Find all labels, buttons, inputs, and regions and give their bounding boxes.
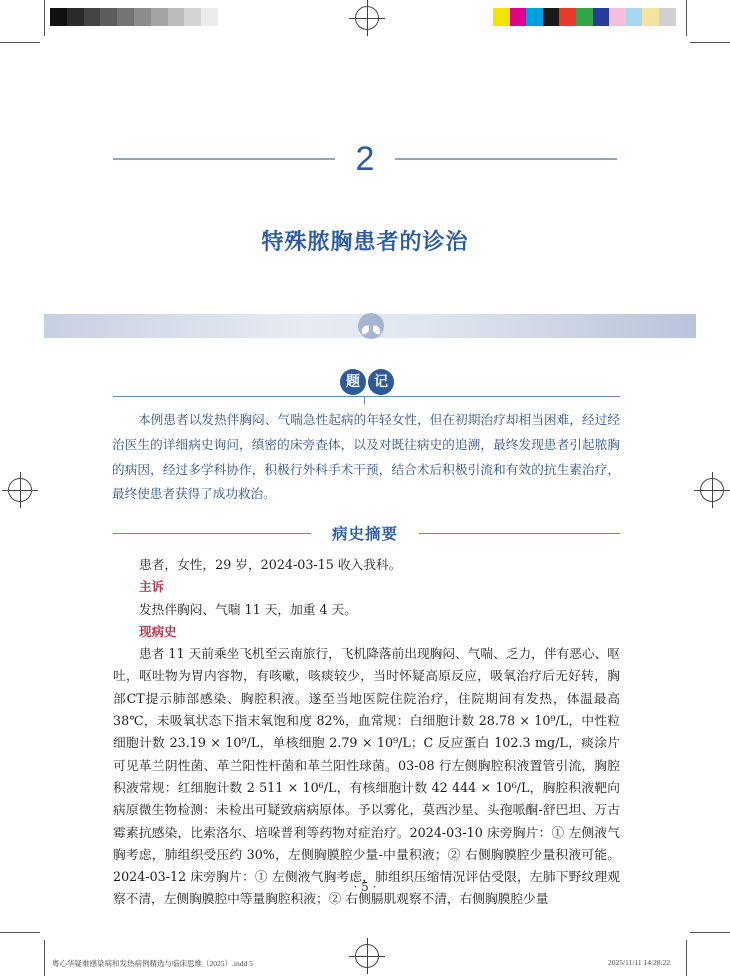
gray-swatch: [67, 8, 84, 26]
gray-swatch: [151, 8, 168, 26]
tiji-badge-char2: 记: [368, 369, 394, 395]
crop-mark: [686, 940, 687, 976]
color-swatch: [526, 8, 543, 26]
color-calibration-strip: [493, 8, 676, 26]
gray-swatch: [117, 8, 134, 26]
gray-swatch: [184, 8, 201, 26]
chapter-title: 特殊脓胸患者的诊治: [261, 230, 469, 255]
crop-mark: [690, 42, 730, 43]
gray-swatch: [201, 8, 218, 26]
chief-complaint-heading: 主诉: [139, 579, 165, 595]
case-body: [113, 554, 620, 911]
color-swatch: [559, 8, 576, 26]
chief-complaint-text: 发热伴胸闷、气喘 11 天，加重 4 天。: [139, 601, 357, 617]
intro-paragraph: 患者，女性，29 岁，2024-03-15 收入我科。: [139, 557, 402, 572]
section-rule-right: [419, 533, 620, 534]
lungs-icon: [352, 312, 390, 340]
registration-mark-bottom: [355, 944, 379, 968]
tiji-divider-tick: [364, 396, 365, 404]
color-swatch: [493, 8, 510, 26]
gray-swatch: [100, 8, 117, 26]
gray-swatch: [50, 8, 67, 26]
gray-swatch: [84, 8, 101, 26]
footer-timestamp: 2025/11/11 14:28:22: [608, 958, 671, 967]
tiji-divider: [113, 396, 620, 397]
color-swatch: [593, 8, 610, 26]
color-swatch: [543, 8, 560, 26]
tiji-badge-char1: 题: [340, 369, 366, 395]
color-swatch: [576, 8, 593, 26]
crop-mark: [0, 932, 40, 933]
registration-mark-right: [700, 478, 724, 502]
registration-mark-left: [8, 478, 32, 502]
crop-mark: [44, 0, 45, 36]
gray-swatch: [134, 8, 151, 26]
color-swatch: [609, 8, 626, 26]
color-swatch: [642, 8, 659, 26]
chapter-number: 2: [355, 140, 375, 178]
gray-swatch: [168, 8, 185, 26]
section-title: 病史摘要: [331, 525, 398, 543]
footer-file-name: 粤心华疑难感染病和发热病例精选与临床思维（2025）.indd 5: [52, 959, 253, 968]
registration-mark-top: [355, 6, 379, 30]
grayscale-calibration-strip: [50, 8, 218, 26]
color-swatch: [659, 8, 676, 26]
chapter-rule-right: [395, 158, 617, 160]
color-swatch: [626, 8, 643, 26]
section-rule-left: [113, 533, 311, 534]
crop-mark: [0, 42, 40, 43]
page-number: · 5 ·: [353, 880, 377, 894]
chapter-rule-left: [113, 158, 335, 160]
color-swatch: [510, 8, 527, 26]
crop-mark: [686, 0, 687, 36]
crop-mark: [690, 932, 730, 933]
hpi-heading: 现病史: [139, 623, 177, 639]
crop-mark: [44, 940, 45, 976]
tiji-paragraph: 本例患者以发热伴胸闷、气喘急性起病的年轻女性，但在初期治疗却相当困难，经过经治医生的详细病史询问，缜密的床旁查体，以及对既往病史的追溯，最终发现患者引起脓胸的病因，经过多学科协作，积极行外科手术干预，结合术后积极引流和有效的抗生素治疗，最终使患者获得了成功救治。: [112, 412, 620, 502]
hpi-paragraph: 患者 11 天前乘坐飞机至云南旅行，飞机降落前出现胸闷、气喘、乏力，伴有恶心、呕吐，呕吐物为胃内容物，有咳嗽，咳痰较少，当时怀疑高原反应，吸氧治疗后无好转，胸部CT提示肺部感染、胸腔积液。遂至当地医院住院治疗，住院期间有发热，体温最高 38℃，未吸氧状态下指末氧饱和度 82%，血常规：白细胞计数 28.78 × 10⁹/L，中性粒细胞计数 23.19 × 10⁹/L，单核细胞 2.79 × 10⁹/L；C 反应蛋白 102.3 mg/L，痰涂片可见革兰阴性菌、革兰阳性杆菌和革兰阳性球菌。03-08 行左侧胸腔积液置管引流，胸腔积液常规：红细胞计数 2 511 × 10⁶/L，有核细胞计数 42 444 × 10⁶/L，胸腔积液靶向病原微生物检测：未检出可疑致病病原体。予以雾化，莫西沙星、头孢哌酮-舒巴坦、万古霉素抗感染，比索洛尔、培哚普利等药物对症治疗。2024-03-10 床旁胸片：① 左侧液气胸考虑，肺组织受压约 30%，左侧胸膜腔少量-中量积液；② 右侧胸膜腔少量积液可能。2024-03-12 床旁胸片：① 左侧液气胸考虑，肺组织压缩情况评估受限，左肺下野纹理观察不清，左侧胸膜腔中等量胸腔积液；② 右侧膈肌观察不清，右侧胸膜腔少量: [113, 646, 620, 907]
